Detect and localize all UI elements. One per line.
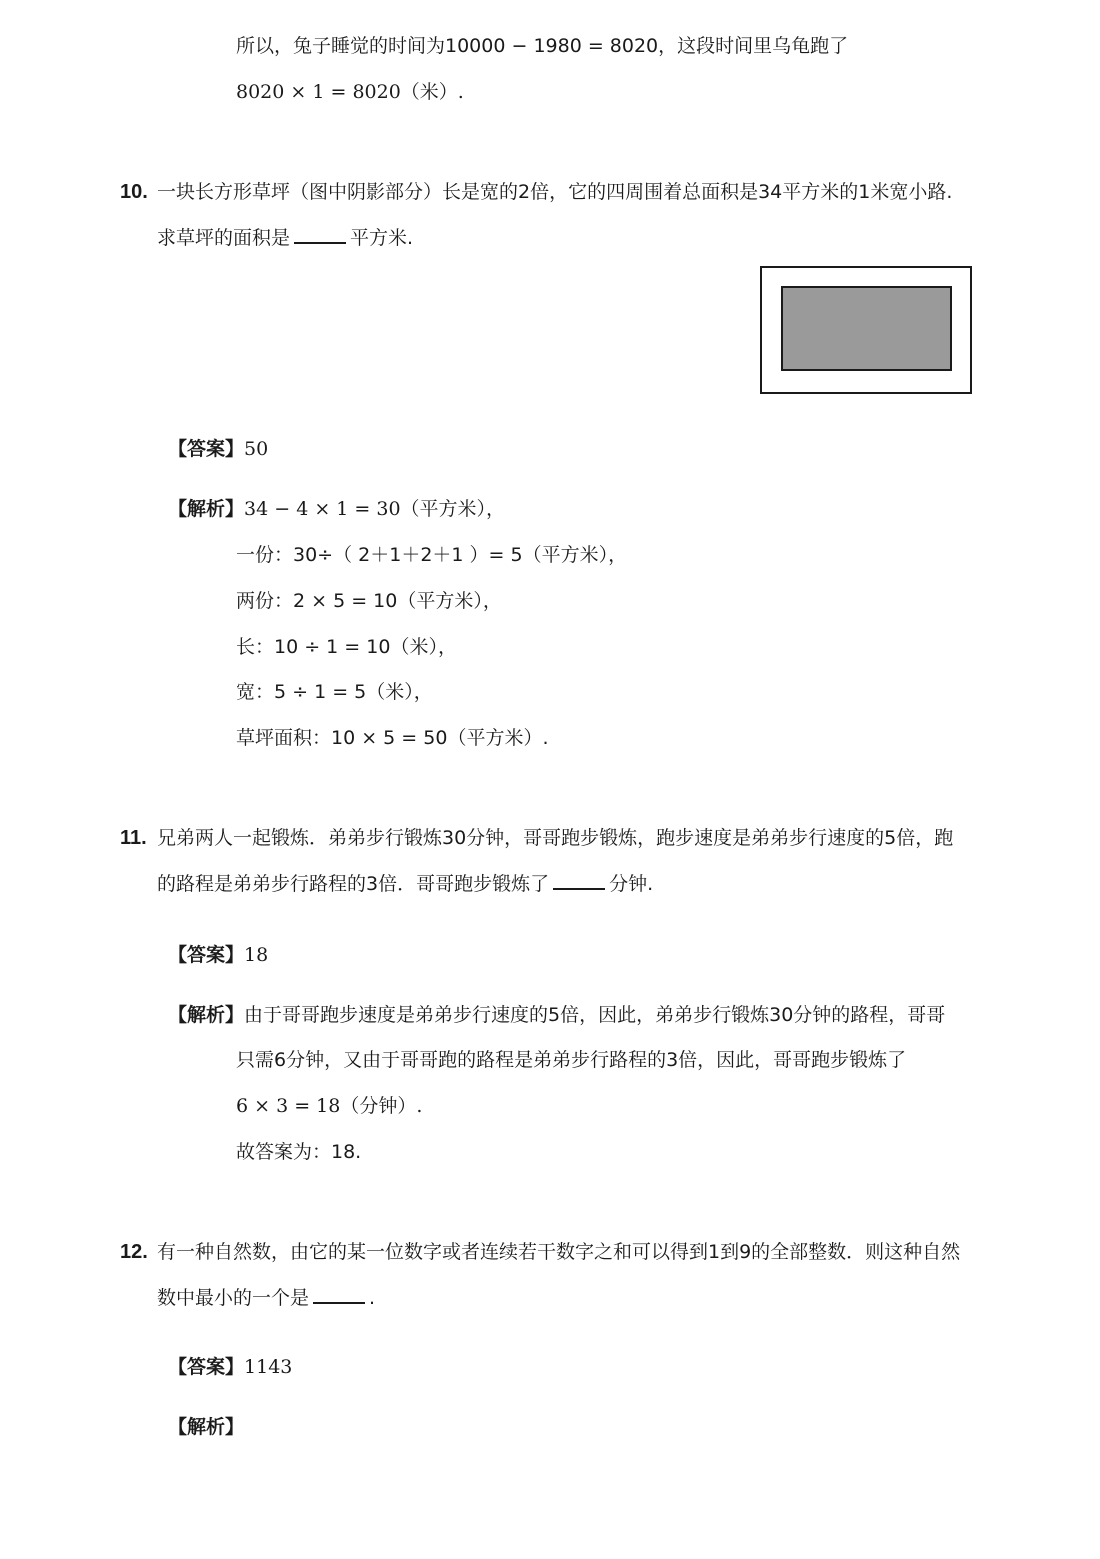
question-11-text-before-blank: 的路程是弟弟步行路程的3倍．哥哥跑步锻炼了	[157, 873, 550, 895]
answer-blank	[294, 224, 346, 244]
question-10-text-line-2	[157, 224, 413, 252]
question-11-analysis-first	[168, 1001, 945, 1029]
question-12-analysis	[168, 1413, 244, 1441]
question-11-analysis-line: 只需6分钟，又由于哥哥跑的路程是弟弟步行路程的3倍，因此，哥哥跑步锻炼了	[236, 1049, 907, 1071]
answer-value: 1143	[244, 1356, 293, 1378]
answer-tag: 【答案】	[168, 438, 245, 460]
question-11-text-after-blank: 分钟.	[609, 873, 654, 895]
question-11-analysis-line: 故答案为：18.	[236, 1141, 362, 1163]
question-10-analysis-line: 长：10 ÷ 1 = 10（米），	[236, 636, 457, 658]
question-11-number: 11.	[120, 827, 147, 849]
prev-solution-line-2: 8020 × 1 = 8020（米）.	[236, 81, 464, 103]
lawn-shaded-rectangle	[782, 287, 951, 370]
question-12-number: 12.	[120, 1241, 148, 1263]
question-12-text-line-1: 有一种自然数，由它的某一位数字或者连续若干数字之和可以得到1到9的全部整数．则这种自然	[157, 1241, 961, 1263]
question-10-analysis-line: 一份：30÷（ 2＋1＋2＋1 ）= 5（平方米），	[236, 544, 628, 566]
question-12-answer	[168, 1353, 292, 1381]
analysis-tag: 【解析】	[168, 498, 245, 520]
question-10-analysis-line: 草坪面积：10 × 5 = 50（平方米）.	[236, 727, 549, 749]
question-10-text-before-blank: 求草坪的面积是	[157, 227, 291, 249]
question-11-text-line-2	[157, 870, 653, 898]
question-10-analysis-line: 两份：2 × 5 = 10（平方米），	[236, 590, 502, 612]
lawn-path-figure	[760, 266, 974, 397]
answer-tag: 【答案】	[168, 1356, 245, 1378]
question-10-text-line-1: 一块长方形草坪（图中阴影部分）长是宽的2倍，它的四周围着总面积是34平方米的1米宽小路.	[157, 181, 953, 203]
analysis-tag: 【解析】	[168, 1004, 245, 1026]
question-12-text-before-blank: 数中最小的一个是	[157, 1287, 310, 1309]
question-11-analysis-line: 6 × 3 = 18（分钟）.	[236, 1095, 423, 1117]
question-12-text-after-blank: .	[369, 1287, 376, 1309]
question-10-number: 10.	[120, 181, 148, 203]
question-10-analysis-first	[168, 495, 505, 523]
answer-blank	[553, 870, 605, 890]
question-10-analysis-line: 宽：5 ÷ 1 = 5（米），	[236, 681, 433, 703]
answer-value: 50	[244, 438, 269, 460]
question-10-answer	[168, 435, 268, 463]
analysis-text: 34 − 4 × 1 = 30（平方米），	[244, 498, 506, 520]
answer-tag: 【答案】	[168, 944, 245, 966]
analysis-tag: 【解析】	[168, 1416, 245, 1438]
question-11-text-line-1: 兄弟两人一起锻炼．弟弟步行锻炼30分钟，哥哥跑步锻炼，跑步速度是弟弟步行速度的5倍，跑	[157, 827, 954, 849]
question-10-text-after-blank: 平方米.	[350, 227, 414, 249]
answer-blank	[313, 1284, 365, 1304]
question-12-text-line-2	[157, 1284, 375, 1312]
prev-solution-line-1: 所以，兔子睡觉的时间为10000 − 1980 = 8020，这段时间里乌龟跑了	[236, 35, 849, 57]
question-11-answer	[168, 941, 268, 969]
answer-value: 18	[244, 944, 269, 966]
analysis-text: 由于哥哥跑步速度是弟弟步行速度的5倍，因此，弟弟步行锻炼30分钟的路程，哥哥	[244, 1004, 946, 1026]
